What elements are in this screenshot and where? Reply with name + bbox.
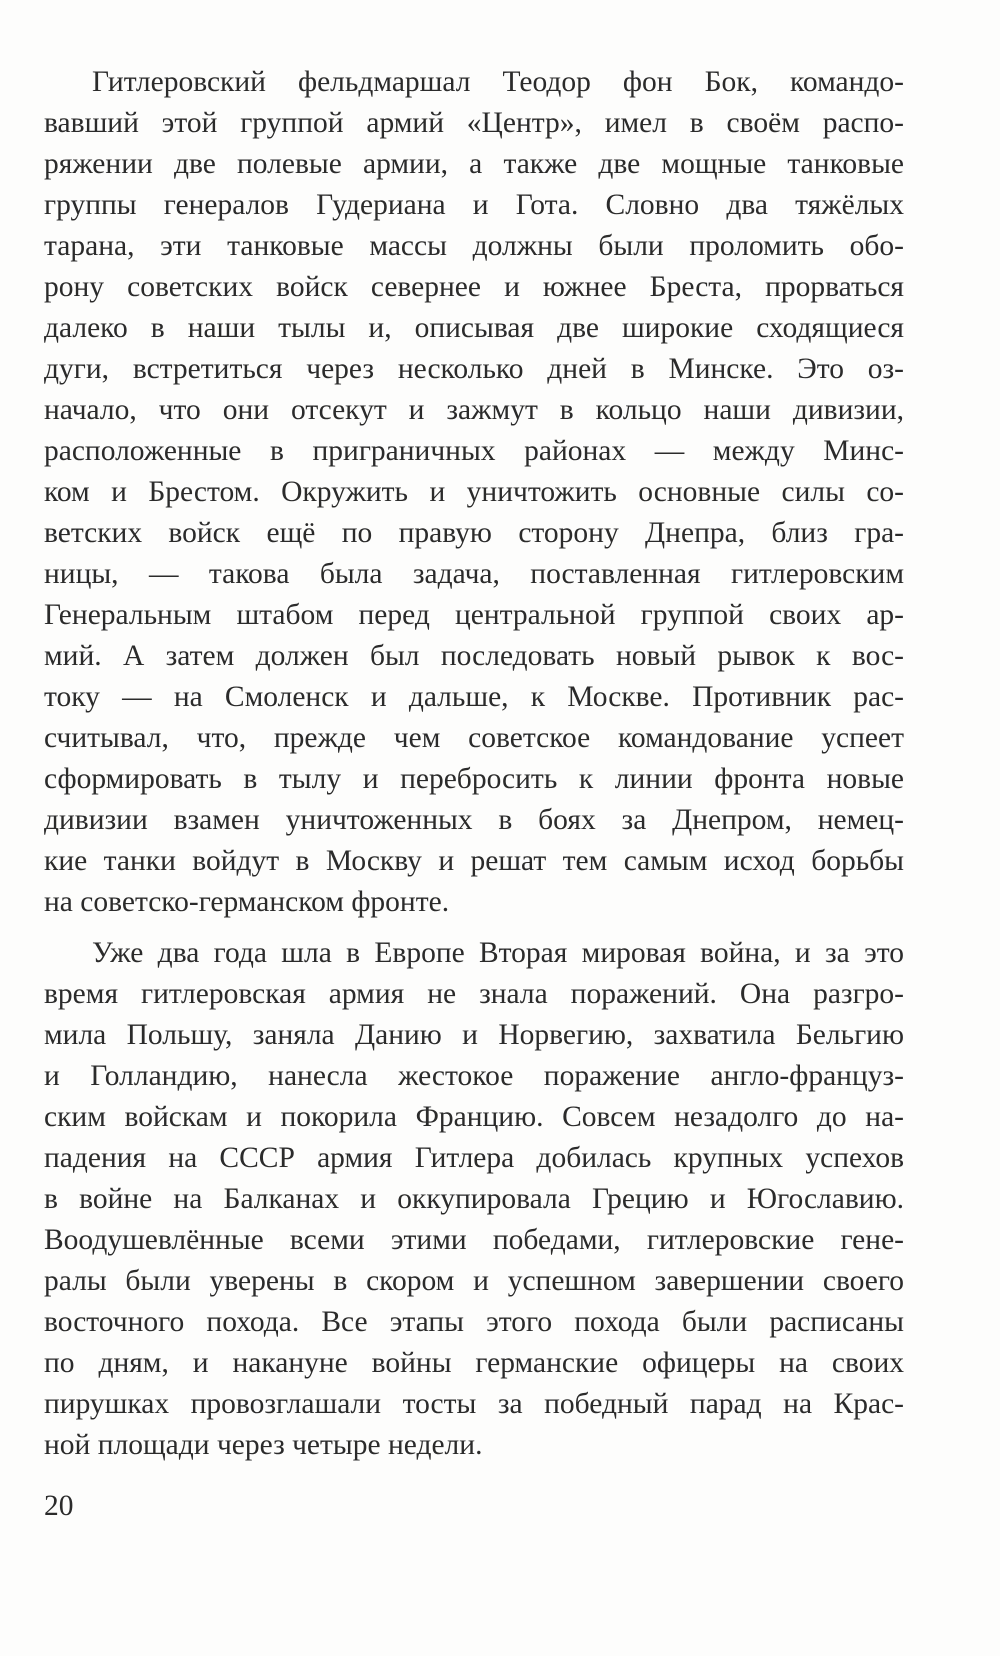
text-line: вавший этой группой армий «Центр», имел в своём распо- [44,107,904,139]
text-line: дуги, встретиться через несколько дней в Минске. Это оз- [44,353,904,385]
text-line: на советско-германском фронте. [44,886,450,918]
text-line: падения на СССР армия Гитлера добилась крупных успехов [44,1142,904,1174]
paragraph [44,933,904,1466]
text-line: ветских войск ещё по правую сторону Днепра, близ гра- [44,517,904,549]
text-line: Гитлеровский фельдмаршал Теодор фон Бок, командо- [92,66,904,98]
text-line: тарана, эти танковые массы должны были проломить обо- [44,230,904,262]
text-line: ским войскам и покорила Францию. Совсем незадолго до на- [44,1101,904,1133]
text-line: ралы были уверены в скором и успешном завершении своего [44,1265,904,1297]
body-text [44,62,904,1466]
text-line: мила Польшу, заняла Данию и Норвегию, захватила Бельгию [44,1019,904,1051]
text-line: по дням, и накануне войны германские офицеры на своих [44,1347,904,1379]
page-number: 20 [44,1490,74,1522]
text-line: ницы, — такова была задача, поставленная гитлеровским [44,558,904,590]
text-line: кие танки войдут в Москву и решат тем самым исход борьбы [44,845,904,877]
text-line: току — на Смоленск и дальше, к Москве. Противник рас- [44,681,904,713]
text-line: Воодушевлённые всеми этими победами, гитлеровские гене- [44,1224,904,1256]
text-line: Генеральным штабом перед центральной группой своих ар- [44,599,904,631]
text-line: мий. А затем должен был последовать новый рывок к вос- [44,640,904,672]
text-line: в войне на Балканах и оккупировала Грецию и Югославию. [44,1183,904,1215]
text-line: сформировать в тылу и перебросить к линии фронта новые [44,763,904,795]
text-line: ком и Брестом. Окружить и уничтожить основные силы со- [44,476,904,508]
paragraph [44,62,904,923]
text-line: группы генералов Гудериана и Гота. Словно два тяжёлых [44,189,904,221]
text-line: восточного похода. Все этапы этого похода были расписаны [44,1306,904,1338]
text-line: далеко в наши тылы и, описывая две широкие сходящиеся [44,312,904,344]
text-line: Уже два года шла в Европе Вторая мировая война, и за это [92,937,904,969]
text-line: рону советских войск севернее и южнее Бреста, прорваться [44,271,904,303]
text-line: ной площади через четыре недели. [44,1429,483,1461]
text-line: пирушках провозглашали тосты за победный парад на Крас- [44,1388,904,1420]
text-line: расположенные в приграничных районах — между Минс- [44,435,904,467]
text-line: ряжении две полевые армии, а также две мощные танковые [44,148,904,180]
text-line: дивизии взамен уничтоженных в боях за Днепром, немец- [44,804,904,836]
text-line: начало, что они отсекут и зажмут в кольцо наши дивизии, [44,394,904,426]
paragraph-gap [44,923,904,933]
text-line: время гитлеровская армия не знала поражений. Она разгро- [44,978,904,1010]
text-line: и Голландию, нанесла жестокое поражение англо-француз- [44,1060,904,1092]
text-line: считывал, что, прежде чем советское командование успеет [44,722,904,754]
